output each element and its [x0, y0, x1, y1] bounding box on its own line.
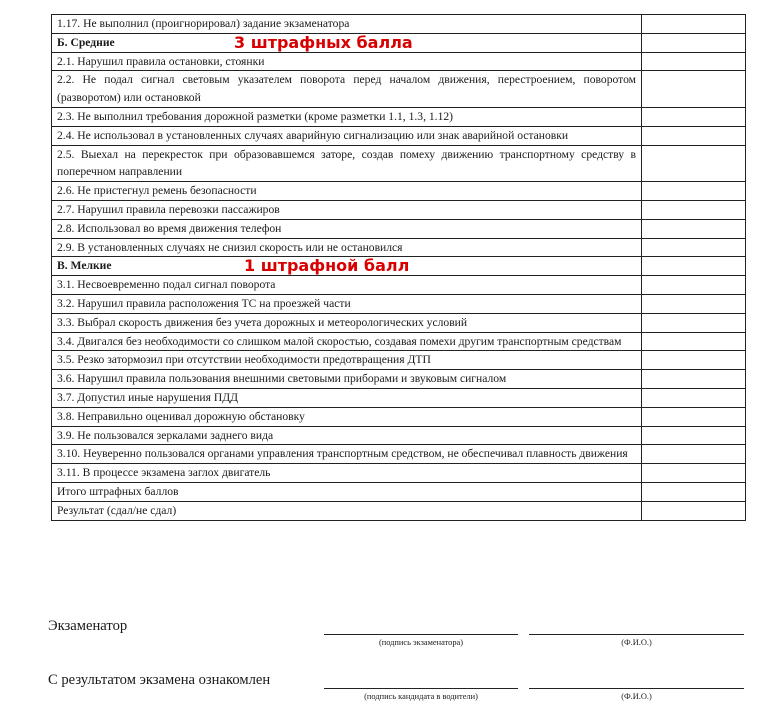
criterion-text: Результат (сдал/не сдал)	[57, 503, 177, 517]
table-row	[52, 15, 746, 34]
criterion-cell	[52, 351, 642, 370]
score-cell[interactable]	[642, 482, 746, 501]
score-cell[interactable]	[642, 332, 746, 351]
criterion-cell	[52, 52, 642, 71]
criterion-text: 2.2. Не подал сигнал световым указателем поворота перед началом движения, перестроением, поворотом (разворотом) или остановкой	[57, 73, 636, 105]
table-row	[52, 313, 746, 332]
score-cell[interactable]	[642, 71, 746, 108]
examiner-signature-caption: (подпись экзаменатора)	[378, 638, 464, 647]
penalty-table	[51, 14, 746, 521]
table-row	[52, 238, 746, 257]
score-cell[interactable]	[642, 464, 746, 483]
examiner-signature-row	[48, 617, 748, 657]
score-cell[interactable]	[642, 238, 746, 257]
score-cell[interactable]	[642, 501, 746, 520]
criterion-cell	[52, 370, 642, 389]
table-row	[52, 71, 746, 108]
criterion-cell	[52, 388, 642, 407]
score-cell[interactable]	[642, 276, 746, 295]
table-row	[52, 294, 746, 313]
criterion-cell	[52, 15, 642, 34]
score-cell[interactable]	[642, 407, 746, 426]
section-title: Б. Средние	[57, 35, 115, 49]
table-row	[52, 351, 746, 370]
criterion-cell	[52, 445, 642, 464]
score-cell[interactable]	[642, 313, 746, 332]
candidate-name-caption: (Ф.И.О.)	[621, 692, 652, 701]
criterion-cell	[52, 313, 642, 332]
criterion-text: 3.10. Неуверенно пользовался органами управления транспортным средством, не обеспечивал плавность движения	[57, 447, 628, 461]
candidate-signature-row	[48, 670, 748, 710]
criterion-text: 3.5. Резко затормозил при отсутствии необходимости предотвращения ДТП	[57, 353, 431, 367]
criterion-text: 3.7. Допустил иные нарушения ПДД	[57, 390, 239, 404]
score-cell[interactable]	[642, 182, 746, 201]
table-row	[52, 145, 746, 182]
examiner-signature-line[interactable]	[324, 634, 518, 635]
penalty-points-note: 1 штрафной балл	[244, 256, 410, 276]
table-row	[52, 407, 746, 426]
criterion-text: 2.8. Использовал во время движения телефон	[57, 221, 282, 235]
score-cell[interactable]	[642, 15, 746, 34]
score-cell[interactable]	[642, 257, 746, 276]
penalty-points-note: 3 штрафных балла	[234, 32, 413, 52]
criterion-cell	[52, 126, 642, 145]
score-cell[interactable]	[642, 388, 746, 407]
criterion-cell	[52, 332, 642, 351]
score-cell[interactable]	[642, 445, 746, 464]
section-title: В. Мелкие	[57, 259, 112, 273]
table-row	[52, 482, 746, 501]
criterion-cell	[52, 182, 642, 201]
criterion-text: 3.8. Неправильно оценивал дорожную обстановку	[57, 409, 305, 423]
criterion-text: 3.1. Несвоевременно подал сигнал поворота	[57, 278, 276, 292]
score-cell[interactable]	[642, 145, 746, 182]
table-row	[52, 388, 746, 407]
criterion-cell	[52, 426, 642, 445]
criterion-cell	[52, 276, 642, 295]
criterion-cell	[52, 501, 642, 520]
criterion-cell	[52, 145, 642, 182]
score-cell[interactable]	[642, 200, 746, 219]
criterion-cell	[52, 482, 642, 501]
table-row	[52, 219, 746, 238]
table-row	[52, 501, 746, 520]
criterion-text: 2.4. Не использовал в установленных случаях аварийную сигнализацию или знак аварийной остановки	[57, 128, 569, 142]
criterion-cell	[52, 238, 642, 257]
criterion-text: 3.4. Двигался без необходимости со слишком малой скоростью, создавая помехи другим транспортным средствам	[57, 334, 622, 348]
criterion-text: 3.3. Выбрал скорость движения без учета дорожных и метеорологических условий	[57, 315, 468, 329]
criterion-text: 1.17. Не выполнил (проигнорировал) задание экзаменатора	[57, 17, 350, 30]
criterion-text: 2.3. Не выполнил требования дорожной разметки (кроме разметки 1.1, 1.3, 1.12)	[57, 109, 454, 123]
criterion-text: 3.11. В процессе экзамена заглох двигатель	[57, 466, 271, 480]
criterion-cell	[52, 71, 642, 108]
criterion-cell	[52, 219, 642, 238]
criterion-cell	[52, 407, 642, 426]
score-cell[interactable]	[642, 33, 746, 52]
table-row	[52, 200, 746, 219]
table-row	[52, 370, 746, 389]
criterion-text: Итого штрафных баллов	[57, 484, 179, 498]
table-row	[52, 445, 746, 464]
table-row	[52, 426, 746, 445]
score-cell[interactable]	[642, 52, 746, 71]
examiner-name-line[interactable]	[529, 634, 744, 635]
criterion-text: 2.5. Выехал на перекресток при образовавшемся заторе, создав помеху движению транспортному средству в поперечном направлении	[57, 147, 636, 179]
table-row	[52, 332, 746, 351]
score-cell[interactable]	[642, 294, 746, 313]
table-row	[52, 464, 746, 483]
table-row	[52, 52, 746, 71]
section-row	[52, 257, 746, 276]
candidate-name-line[interactable]	[529, 688, 744, 689]
criterion-cell	[52, 200, 642, 219]
criterion-text: 3.9. Не пользовался зеркалами заднего вида	[57, 428, 274, 442]
score-cell[interactable]	[642, 351, 746, 370]
criterion-text: 2.1. Нарушил правила остановки, стоянки	[57, 54, 265, 68]
criterion-cell	[52, 294, 642, 313]
section-header	[52, 257, 642, 276]
score-cell[interactable]	[642, 370, 746, 389]
score-cell[interactable]	[642, 426, 746, 445]
table-row	[52, 182, 746, 201]
criterion-text: 2.7. Нарушил правила перевозки пассажиров	[57, 202, 280, 216]
acknowledged-label: С результатом экзамена ознакомлен	[48, 672, 271, 688]
candidate-signature-caption: (подпись кандидата в водители)	[364, 692, 478, 701]
table-row	[52, 276, 746, 295]
criterion-text: 2.6. Не пристегнул ремень безопасности	[57, 184, 257, 198]
table-row	[52, 126, 746, 145]
candidate-signature-line[interactable]	[324, 688, 518, 689]
section-row	[52, 33, 746, 52]
criterion-cell	[52, 107, 642, 126]
score-cell[interactable]	[642, 219, 746, 238]
criterion-text: 2.9. В установленных случаях не снизил скорость или не остановился	[57, 240, 403, 254]
criterion-text: 3.6. Нарушил правила пользования внешними световыми приборами и звуковым сигналом	[57, 372, 507, 386]
score-cell[interactable]	[642, 126, 746, 145]
table-row	[52, 107, 746, 126]
criterion-text: 3.2. Нарушил правила расположения ТС на проезжей части	[57, 296, 351, 310]
score-cell[interactable]	[642, 107, 746, 126]
examiner-name-caption: (Ф.И.О.)	[621, 638, 652, 647]
examiner-label: Экзаменатор	[48, 618, 128, 634]
criterion-cell	[52, 464, 642, 483]
section-header	[52, 33, 642, 52]
